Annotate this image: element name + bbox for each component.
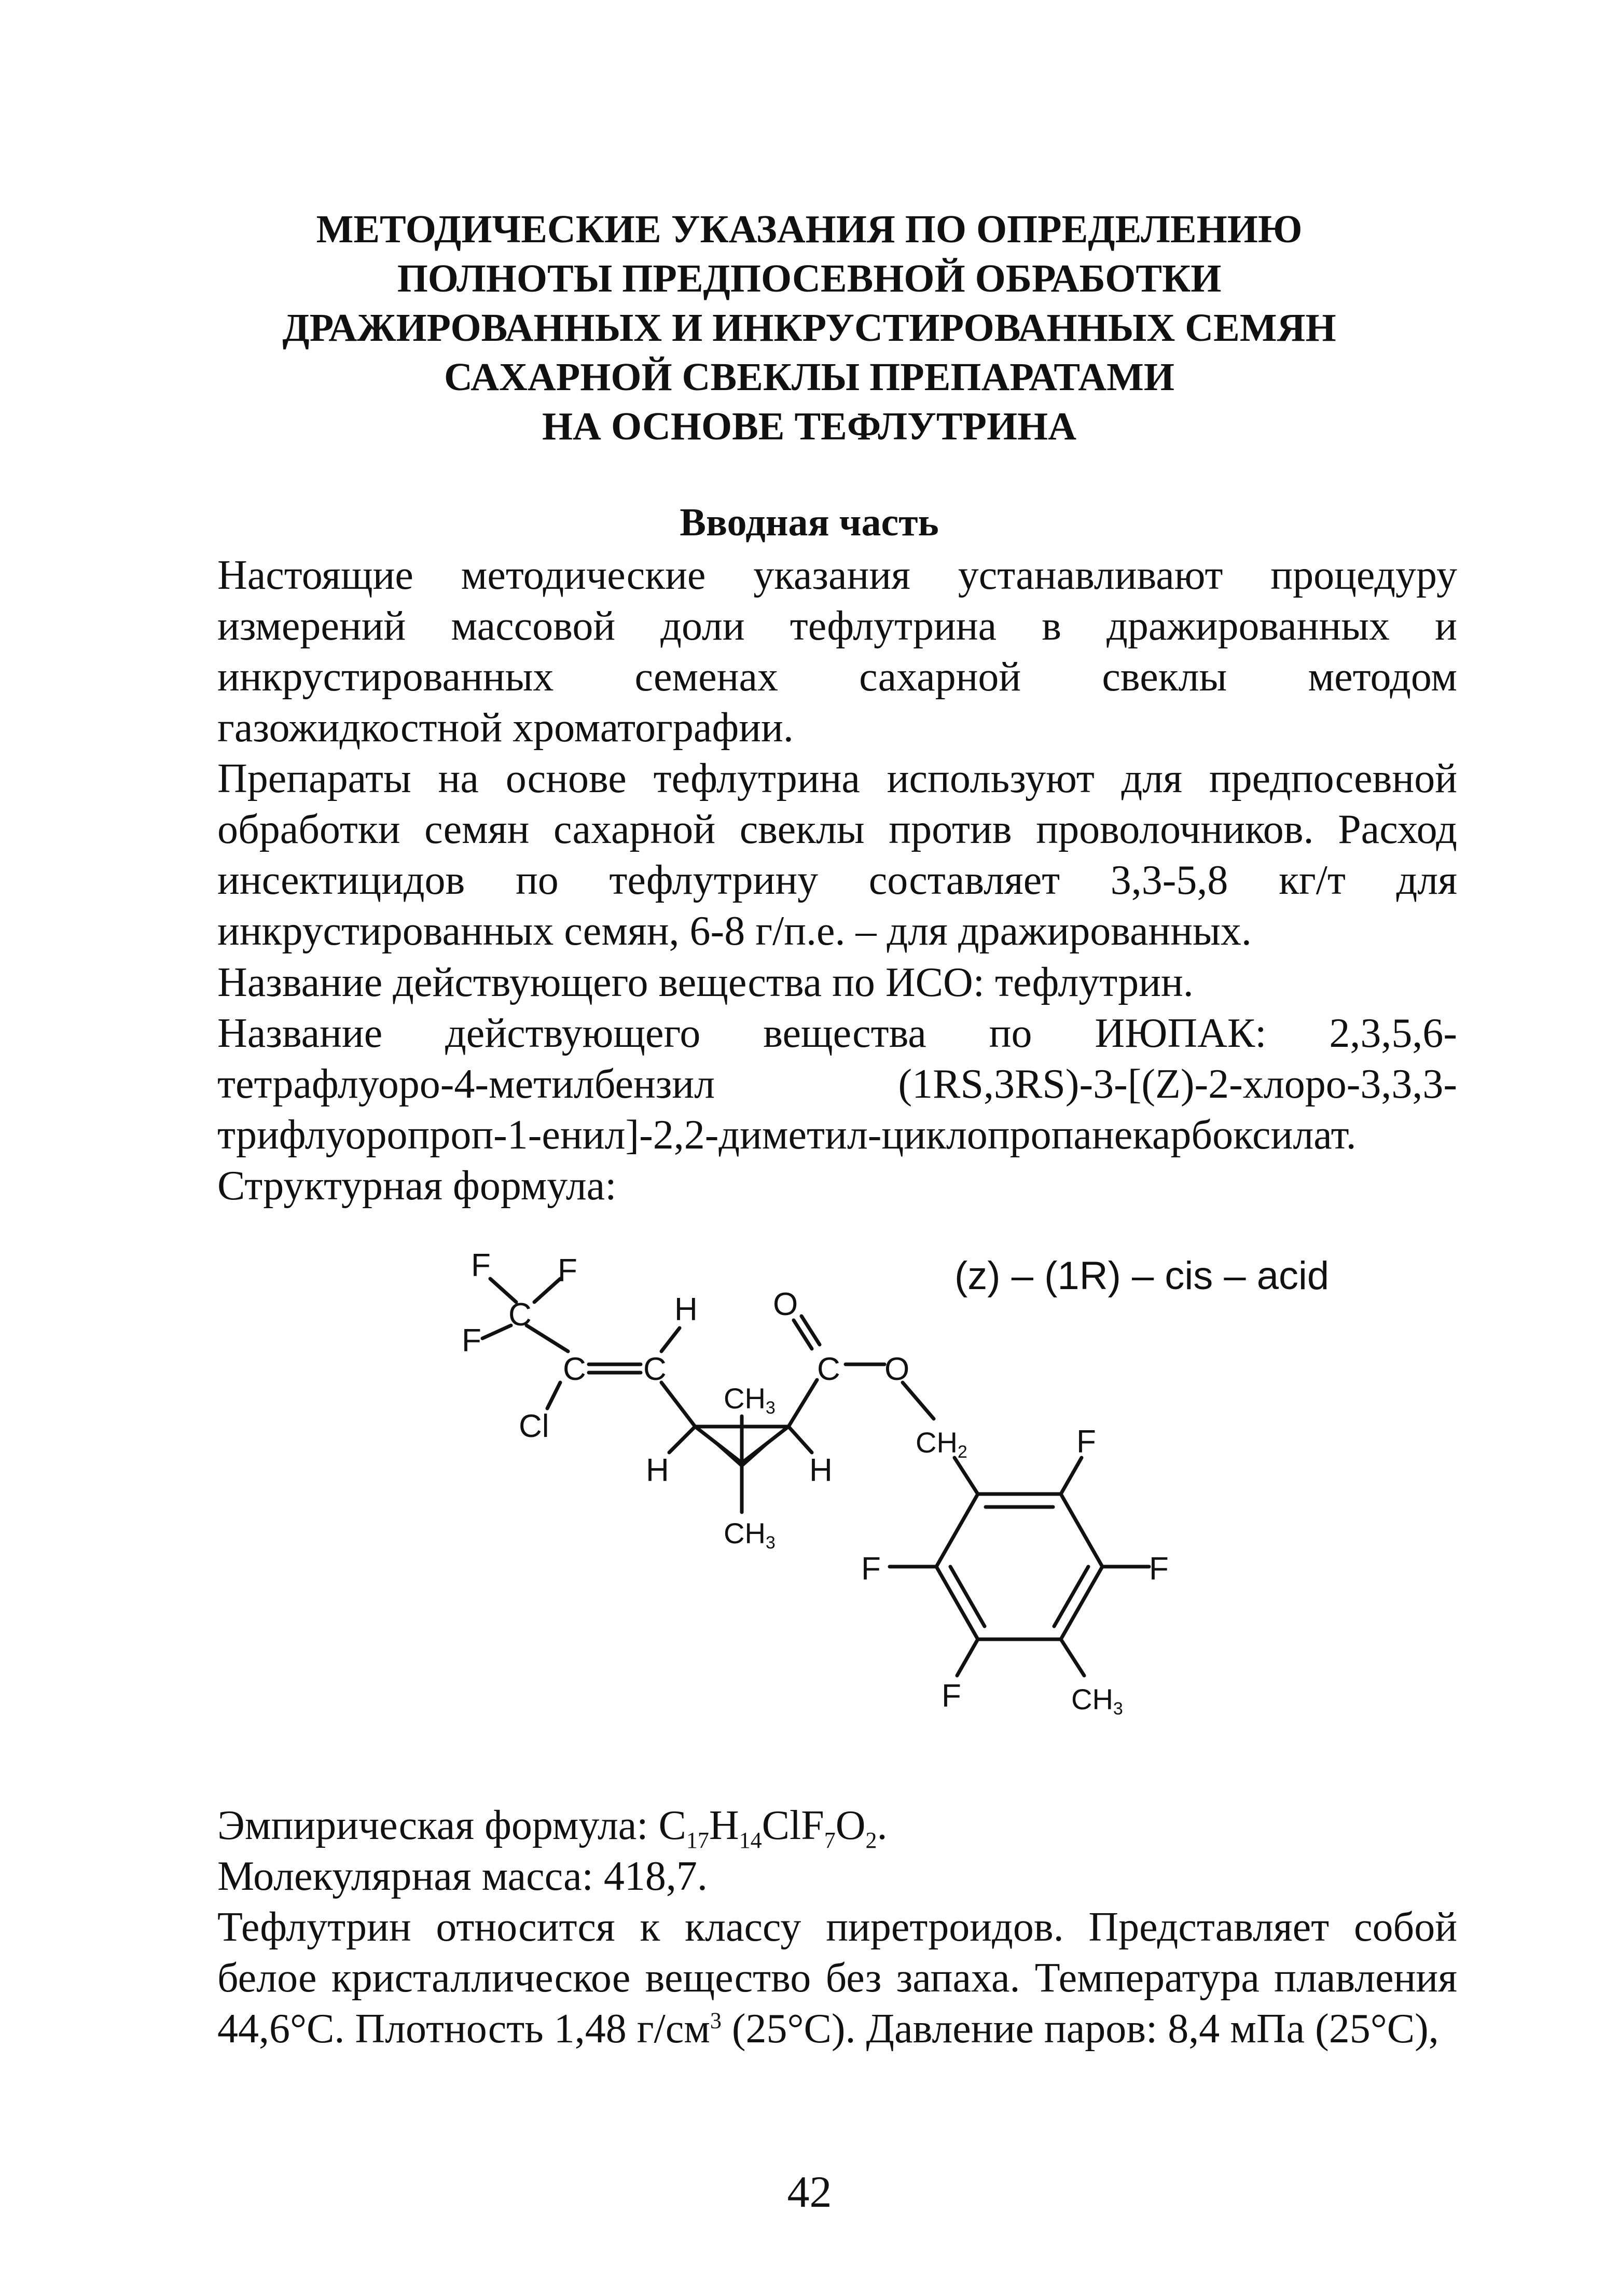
atom-c-carboxyl: C — [817, 1351, 840, 1387]
bond-o-ch2 — [903, 1382, 934, 1419]
bond-vinyl-ring — [661, 1382, 695, 1427]
title-line-5: НА ОСНОВЕ ТЕФЛУТРИНА — [542, 405, 1077, 448]
atom-h-ring-right: H — [809, 1453, 833, 1488]
carbonyl-bond-1 — [794, 1320, 812, 1349]
atom-f-left: F — [861, 1551, 881, 1587]
carbonyl-bond-2 — [801, 1316, 820, 1345]
atom-o-ester: O — [884, 1351, 910, 1387]
atom-c-cf3: C — [508, 1297, 532, 1333]
atom-h-vinyl: H — [674, 1292, 698, 1327]
bond-cf3-c — [527, 1325, 568, 1351]
page-number: 42 — [787, 2167, 832, 2217]
structural-formula — [436, 1224, 1421, 1785]
atom-f1: F — [471, 1248, 491, 1283]
molar-mass: Молекулярная масса: 418,7. — [217, 1854, 708, 1899]
atom-f3: F — [462, 1323, 481, 1359]
atom-h-ring-left: H — [646, 1453, 669, 1488]
group-ch3-ring-top: CH3 — [724, 1382, 776, 1418]
bond-cf3-f3 — [482, 1325, 511, 1338]
iso-name-text: Название действующего вещества по ИСО: тефлутрин. — [217, 960, 1194, 1005]
structure-caption: Структурная формула: — [217, 1163, 617, 1209]
group-ch3-benzene: CH3 — [1071, 1683, 1123, 1719]
bond-ring-h-left — [669, 1427, 695, 1453]
bond-c-cl — [547, 1382, 560, 1408]
benzene-inner-2 — [1054, 1567, 1088, 1626]
benzene-bond-2 — [1061, 1494, 1102, 1567]
description-paragraph — [162, 1902, 1457, 2054]
atom-o-carbonyl: O — [773, 1287, 798, 1322]
iupac-name-text: Название действующего вещества по ИЮПАК: 2,3,5,6-тетрафлуоро-4-метилбензил (1RS,3RS)-3-[(Z)-2-хлоро-3,3,3-трифлуоропроп-1-енил]-2,2-диметил-циклопропанекарбоксилат. — [217, 1011, 1457, 1158]
description-text: Тефлутрин относится к классу пиретроидов. Представляет собой белое кристаллическое вещество без запаха. Температура плавления 44,6°С. Плотность 1,48 $г/см^3$ (25°С). Давление паров: 8,4 мПа (25°С), — [217, 1904, 1457, 2052]
title-line-2: ПОЛНОТЫ ПРЕДПОСЕВНОЙ ОБРАБОТКИ — [397, 257, 1222, 300]
intro-paragraph-1 — [162, 550, 1457, 753]
iupac-name-paragraph — [162, 1008, 1457, 1160]
bond-benzene-f-bottom — [957, 1639, 978, 1676]
bond-benzene-f-top — [1061, 1458, 1082, 1494]
bond-c-h — [661, 1328, 680, 1351]
stereo-label: (z) – (1R) – cis – acid — [954, 1254, 1330, 1298]
atom-c-vinyl1: C — [563, 1351, 586, 1387]
bond-ring-h-right — [788, 1427, 812, 1453]
benzene-inner-3 — [950, 1567, 985, 1626]
bond-cf3-f2 — [534, 1279, 560, 1302]
empirical-formula-paragraph — [162, 1800, 1457, 1851]
section-heading: Вводная часть — [680, 501, 939, 544]
bond-ring-carboxyl — [788, 1380, 817, 1427]
title-line-4: САХАРНОЙ СВЕКЛЫ ПРЕПАРАТАМИ — [444, 355, 1174, 399]
bond-ch2-ring — [954, 1458, 978, 1494]
title-line-1: МЕТОДИЧЕСКИЕ УКАЗАНИЯ ПО ОПРЕДЕЛЕНИЮ — [316, 208, 1303, 251]
empirical-label: Эмпирическая формула: — [217, 1803, 659, 1848]
group-ch3-ring-bottom: CH3 — [724, 1517, 776, 1553]
document-title — [156, 205, 1463, 451]
intro-paragraph-2 — [162, 753, 1457, 957]
benzene-bond-6 — [936, 1494, 978, 1567]
atom-f-bottom: F — [942, 1678, 961, 1714]
iso-name-paragraph — [162, 957, 1457, 1008]
intro-text-2: Препараты на основе тефлутрина используют для предпосевной обработки семян сахарной свеклы против проволочников. Расход инсектицидов по тефлутрину составляет 3,3-5,8 кг/т для инкрустированных семян, 6-8 г/п.е. – для дражированных. — [217, 756, 1457, 954]
atom-f2: F — [558, 1253, 577, 1289]
atom-f-right: F — [1149, 1551, 1169, 1587]
structure-caption-paragraph — [162, 1160, 1457, 1211]
empirical-formula: Эмпирическая формула: $C_{17}H_{14}ClF_7O_2$. — [217, 1803, 888, 1853]
bond-benzene-ch3 — [1061, 1639, 1084, 1676]
molar-mass-paragraph — [162, 1851, 1457, 1902]
atom-cl: Cl — [519, 1408, 549, 1444]
title-line-3: ДРАЖИРОВАННЫХ И ИНКРУСТИРОВАННЫХ СЕМЯН — [282, 306, 1336, 350]
atom-c-vinyl2: C — [643, 1351, 667, 1387]
group-ch2: CH2 — [916, 1426, 967, 1462]
intro-text-1: Настоящие методические указания устанавливают процедуру измерений массовой доли тефлутрина в дражированных и инкрустированных семенах сахарной свеклы методом газожидкостной хроматографии. — [217, 552, 1457, 751]
atom-f-top: F — [1076, 1424, 1096, 1460]
